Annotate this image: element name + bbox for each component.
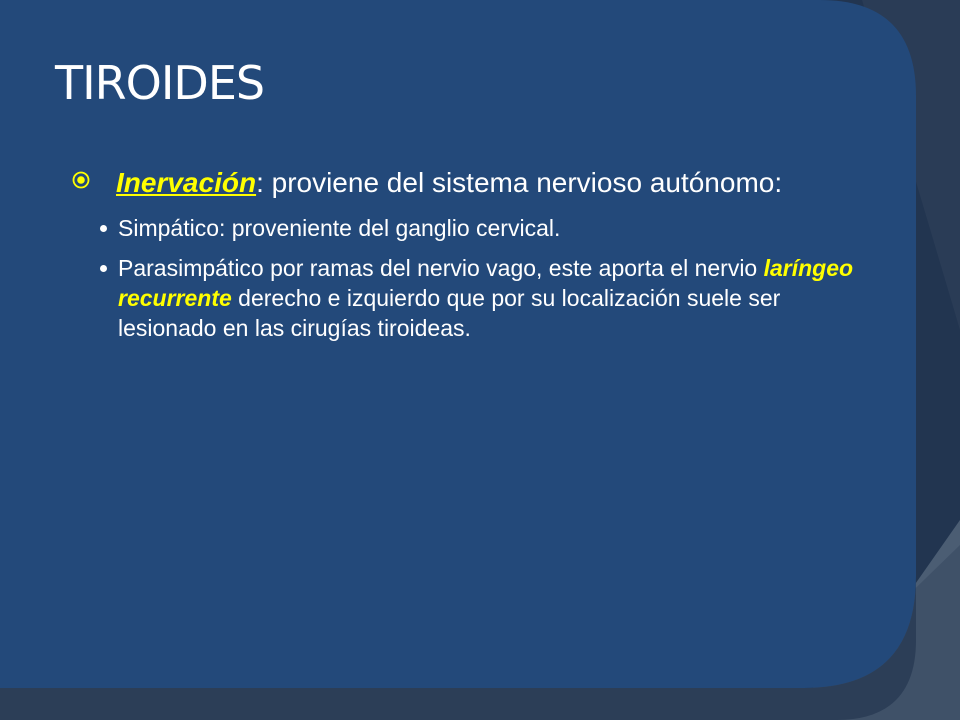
dot-bullet-icon bbox=[100, 225, 107, 232]
slide-body bbox=[70, 165, 870, 343]
target-bullet-icon bbox=[72, 171, 90, 189]
sub-bullet-parasimpatico-text-before: Parasimpático por ramas del nervio vago, este aporta el nervio bbox=[118, 255, 764, 281]
sub-bullet-parasimpatico-text-after: derecho e izquierdo que por su localización suele ser lesionado en las cirugías tiroideas. bbox=[118, 285, 781, 341]
dot-bullet-icon bbox=[100, 265, 107, 272]
keyword-inervacion: Inervación bbox=[116, 167, 257, 198]
highlight-laringeo-recurrente: laríngeo recurrente bbox=[118, 255, 854, 311]
slide-title: TIROIDES bbox=[55, 56, 265, 110]
sub-bullet-parasimpatico bbox=[70, 253, 878, 343]
bullet-inervacion-text: : proviene del sistema nervioso autónomo: bbox=[256, 167, 783, 198]
bullet-inervacion bbox=[70, 165, 816, 201]
sub-bullet-simpatico-text: Simpático: proveniente del ganglio cervical. bbox=[118, 215, 561, 241]
sub-bullet-simpatico bbox=[70, 213, 878, 243]
